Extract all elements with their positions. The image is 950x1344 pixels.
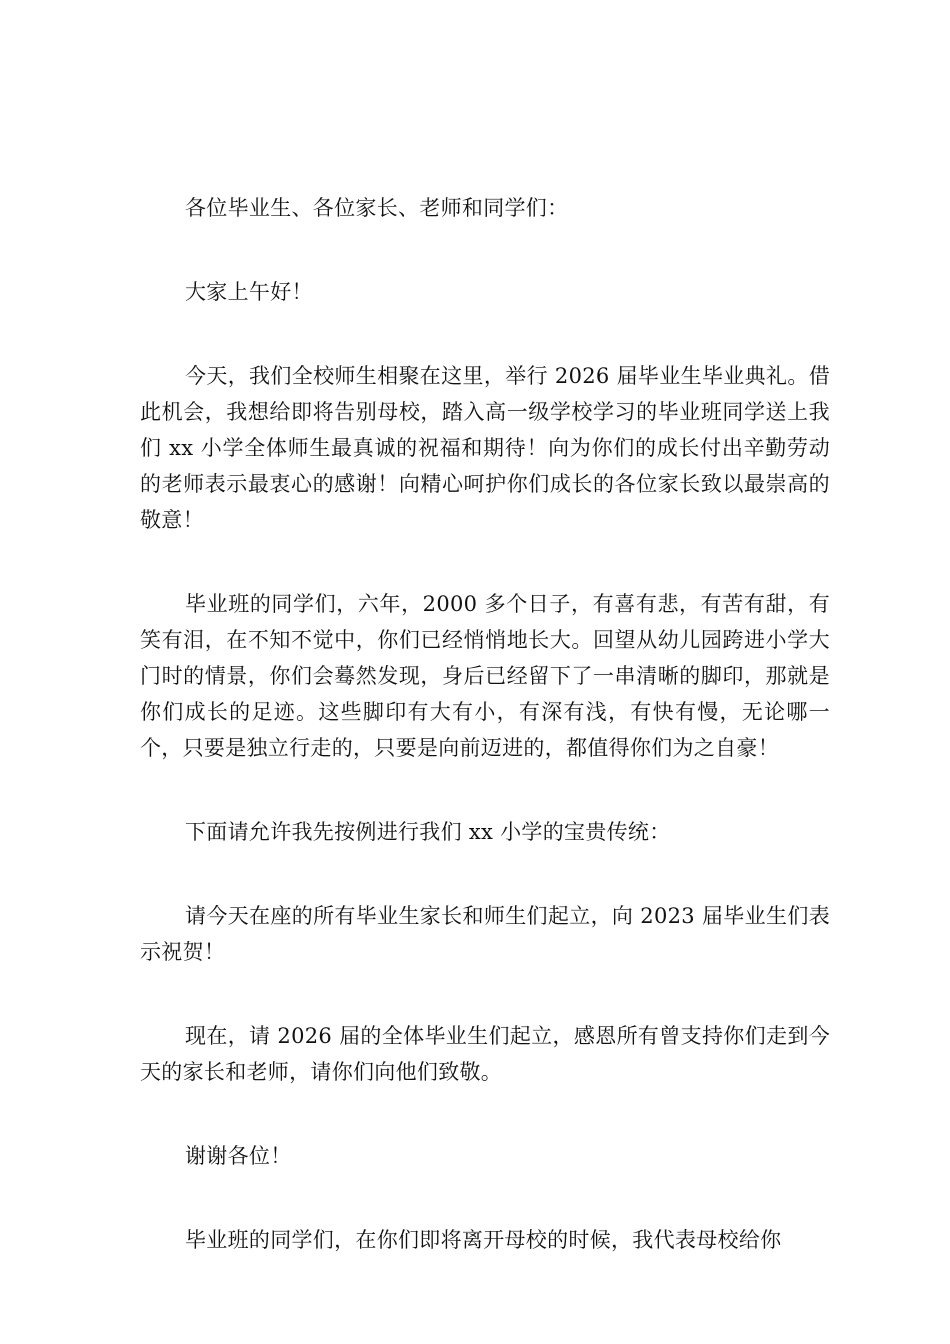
paragraph-thanks: 谢谢各位！ — [185, 1144, 292, 1168]
paragraph-thank-teachers: 现在，请 2026 届的全体毕业生们起立，感恩所有曾支持你们走到今天的家长和老师，请你们向他们致敬。 — [140, 1024, 830, 1084]
paragraph-tradition: 下面请允许我先按例进行我们 xx 小学的宝贵传统： — [185, 820, 671, 844]
paragraph-opening: 今天，我们全校师生相聚在这里，举行 2026 届毕业生毕业典礼。借此机会，我想给即将告别母校，踏入高一级学校学习的毕业班同学送上我们 xx 小学全体师生最真诚的祝福和期待！向为你们的成长付出辛勤劳动的老师表示最衷心的感谢！向精心呵护你们成长的各位家长致以最崇高的敬意！ — [140, 364, 830, 532]
salutation: 各位毕业生、各位家长、老师和同学们： — [185, 196, 569, 220]
paragraph-closing-start: 毕业班的同学们，在你们即将离开母校的时候，我代表母校给你 — [185, 1228, 782, 1252]
document-body — [140, 190, 830, 1306]
paragraph-stand-congratulate: 请今天在座的所有毕业生家长和师生们起立，向 2023 届毕业生们表示祝贺！ — [140, 904, 830, 964]
greeting: 大家上午好！ — [185, 280, 313, 304]
paragraph-reflection: 毕业班的同学们，六年，2000 多个日子，有喜有悲，有苦有甜，有笑有泪，在不知不觉中，你们已经悄悄地长大。回望从幼儿园跨进小学大门时的情景，你们会蓦然发现，身后已经留下了一串清晰的脚印，那就是你们成长的足迹。这些脚印有大有小，有深有浅，有快有慢，无论哪一个，只要是独立行走的，只要是向前迈进的，都值得你们为之自豪！ — [140, 592, 830, 760]
